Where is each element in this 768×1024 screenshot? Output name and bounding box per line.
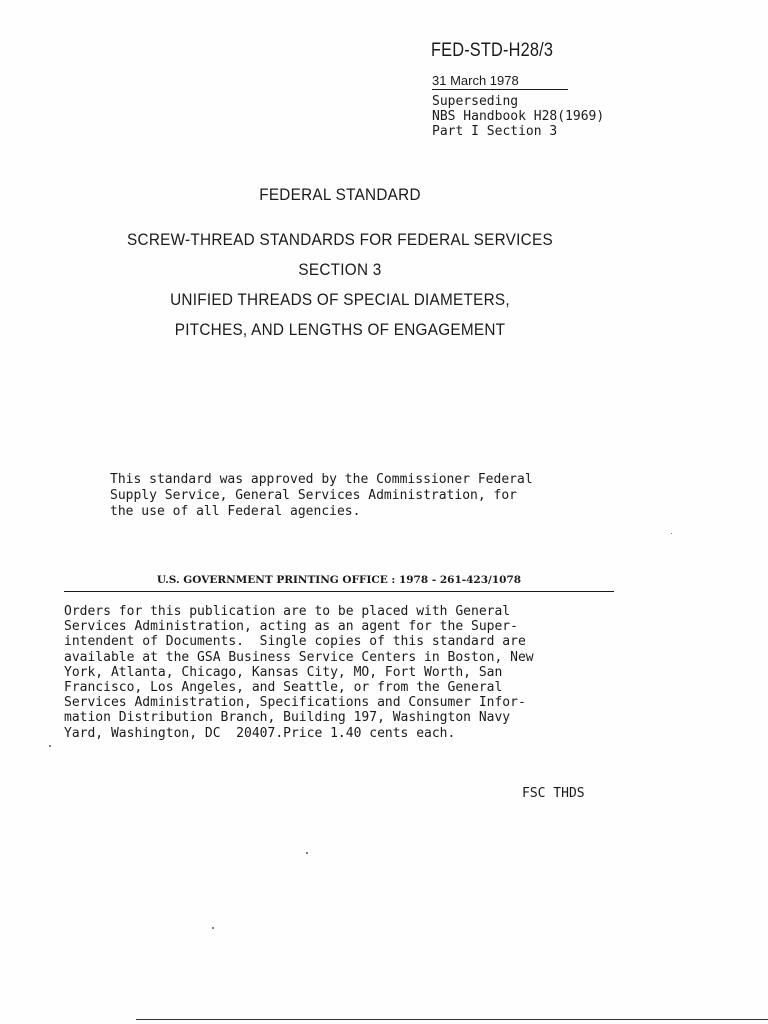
approval-line-3: the use of all Federal agencies. bbox=[110, 504, 361, 519]
scan-speck bbox=[306, 852, 308, 854]
superseding-line-2: NBS Handbook H28(1969) bbox=[432, 109, 605, 124]
orders-line-7: Services Administration, Specifications and Consumer Infor- bbox=[64, 695, 526, 711]
orders-line-2: Services Administration, acting as an agent for the Super- bbox=[64, 619, 518, 635]
gpo-printing-line: U.S. GOVERNMENT PRINTING OFFICE : 1978 - 261-423/1078 bbox=[64, 574, 614, 592]
scan-speck bbox=[49, 745, 51, 747]
approval-paragraph bbox=[110, 472, 533, 520]
scan-speck bbox=[671, 533, 672, 534]
bottom-rule bbox=[136, 1019, 768, 1020]
title-screw-thread-standards: SCREW-THREAD STANDARDS FOR FEDERAL SERVICES bbox=[127, 230, 553, 249]
fsc-code: FSC THDS bbox=[522, 786, 585, 801]
superseding-line-3: Part I Section 3 bbox=[432, 124, 558, 139]
orders-line-6: Francisco, Los Angeles, and Seattle, or from the General bbox=[64, 680, 503, 696]
orders-paragraph bbox=[64, 604, 534, 741]
title-federal-standard: FEDERAL STANDARD bbox=[259, 185, 421, 204]
superseding-note bbox=[432, 94, 604, 139]
orders-line-3: intendent of Documents. Single copies of this standard are bbox=[64, 634, 526, 650]
title-pitches-lengths: PITCHES, AND LENGTHS OF ENGAGEMENT bbox=[174, 320, 506, 339]
document-number: FED-STD-H28/3 bbox=[431, 40, 554, 61]
orders-line-1: Orders for this publication are to be placed with General bbox=[64, 604, 511, 619]
orders-line-4: available at the GSA Business Service Centers in Boston, New bbox=[64, 649, 534, 665]
superseding-line-1: Superseding bbox=[432, 94, 519, 109]
approval-line-2: Supply Service, General Services Administration, for bbox=[110, 488, 517, 503]
title-unified-threads: UNIFIED THREADS OF SPECIAL DIAMETERS, bbox=[170, 290, 510, 309]
orders-line-8: mation Distribution Branch, Building 197, Washington Navy bbox=[64, 710, 511, 726]
scan-speck bbox=[212, 927, 214, 929]
orders-line-9: Yard, Washington, DC 20407.Price 1.40 cents each. bbox=[64, 725, 456, 741]
approval-line-1: This standard was approved by the Commissioner Federal bbox=[110, 472, 533, 487]
document-date: 31 March 1978 bbox=[432, 73, 568, 90]
title-section: SECTION 3 bbox=[298, 260, 382, 279]
orders-line-5: York, Atlanta, Chicago, Kansas City, MO, Fort Worth, San bbox=[64, 664, 503, 680]
